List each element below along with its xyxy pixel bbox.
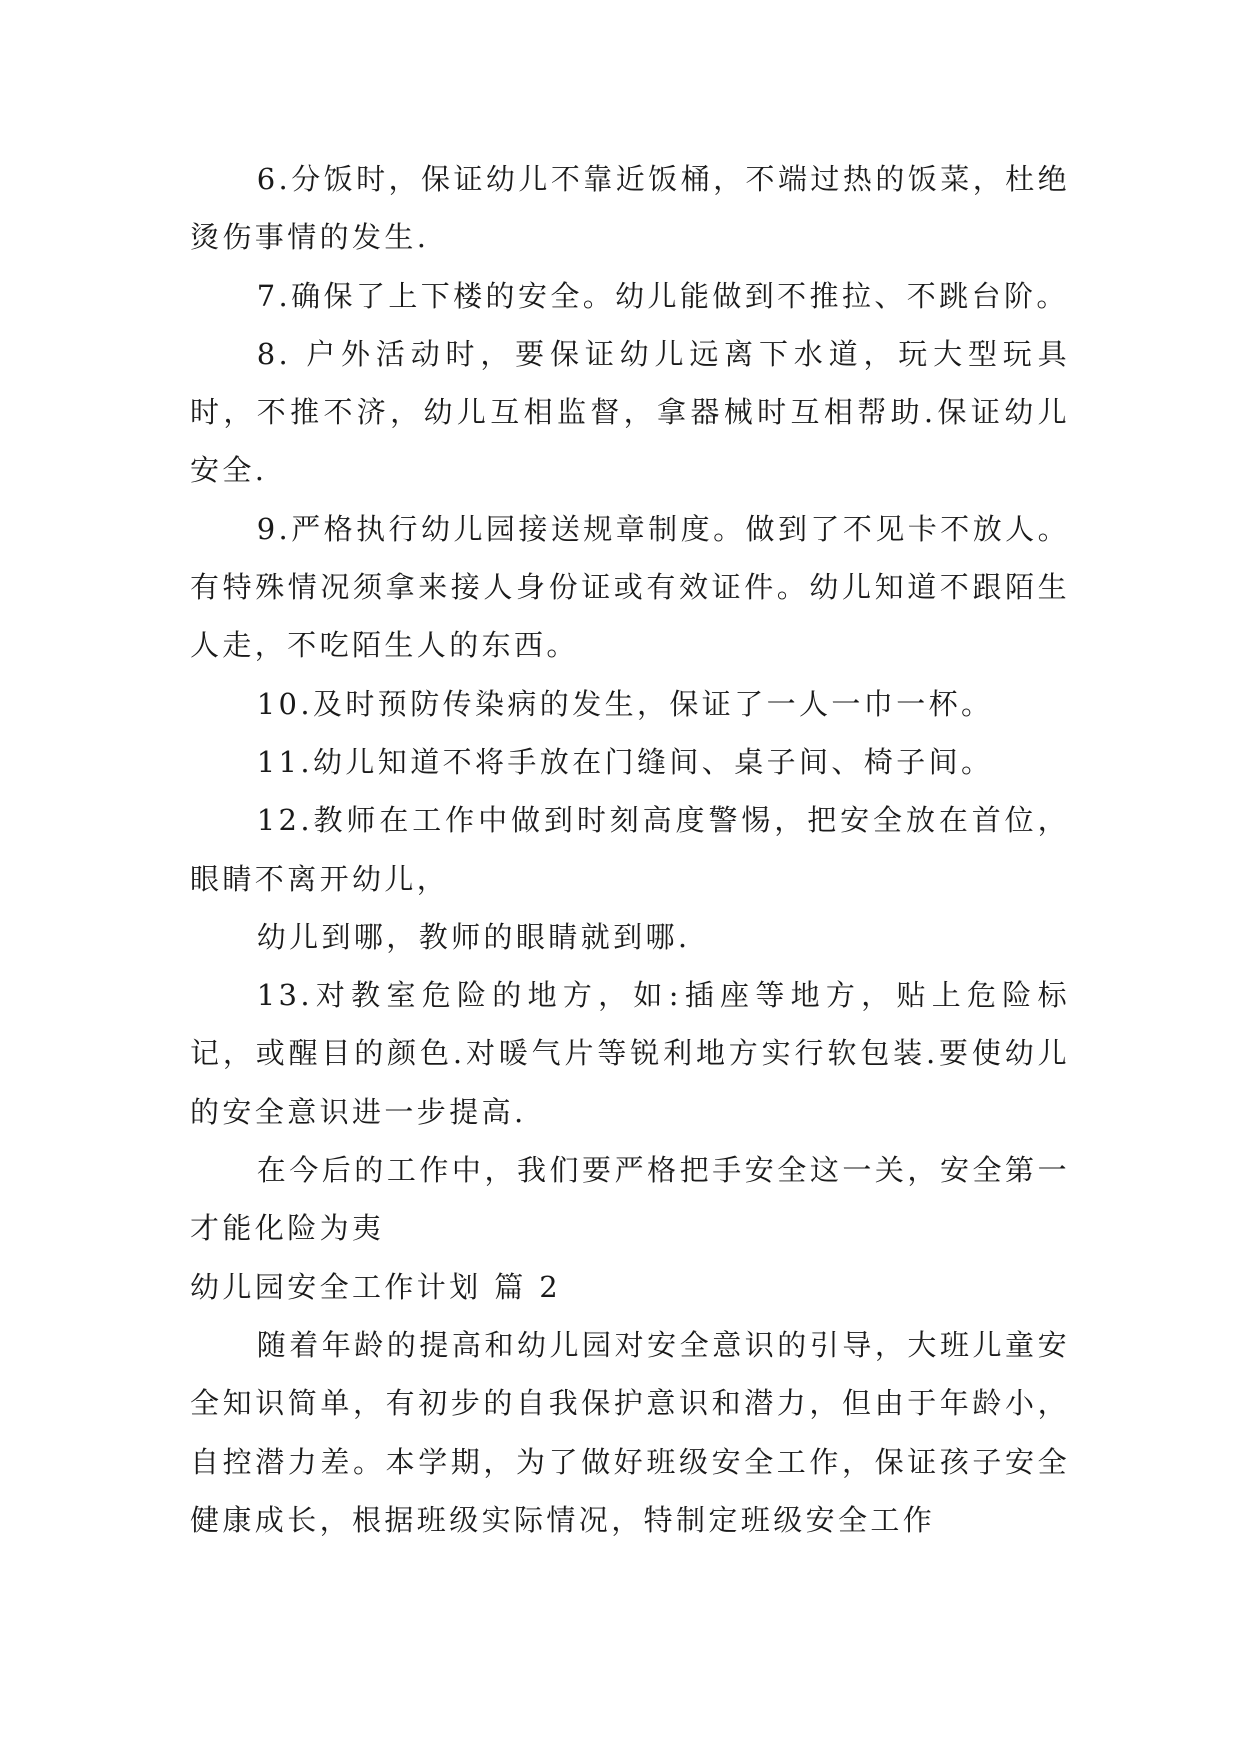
paragraph-item-6: 6.分饭时，保证幼儿不靠近饭桶，不端过热的饭菜，杜绝烫伤事情的发生. bbox=[190, 162, 1070, 255]
paragraph-item-8: 8. 户外活动时，要保证幼儿远离下水道，玩大型玩具时，不推不济，幼儿互相监督，拿器械时互相帮助.保证幼儿安全. bbox=[190, 336, 1070, 488]
section-intro-paragraph: 随着年龄的提高和幼儿园对安全意识的引导，大班儿童安全知识简单，有初步的自我保护意识和潜力，但由于年龄小，自控潜力差。本学期，为了做好班级安全工作，保证孩子安全健康成长，根据班级实际情况，特制定班级安全工作 bbox=[190, 1327, 1070, 1537]
paragraph-item-12: 12.教师在工作中做到时刻高度警惕，把安全放在首位，眼睛不离开幼儿， bbox=[190, 803, 1070, 896]
paragraph-item-11: 11.幼儿知道不将手放在门缝间、桌子间、椅子间。 bbox=[256, 744, 994, 779]
paragraph-item-10: 10.及时预防传染病的发生，保证了一人一巾一杯。 bbox=[256, 686, 994, 721]
paragraph-item-7: 7.确保了上下楼的安全。幼儿能做到不推拉、不跳台阶。 bbox=[256, 278, 1069, 313]
paragraph-conclusion: 在今后的工作中，我们要严格把手安全这一关，安全第一才能化险为夷 bbox=[190, 1153, 1070, 1246]
paragraph-item-12-continued: 幼儿到哪，教师的眼睛就到哪. bbox=[256, 919, 691, 954]
document-body bbox=[190, 150, 1070, 1549]
section-heading: 幼儿园安全工作计划 篇 2 bbox=[190, 1269, 562, 1304]
paragraph-item-9: 9.严格执行幼儿园接送规章制度。做到了不见卡不放人。有特殊情况须拿来接人身份证或有效证件。幼儿知道不跟陌生人走，不吃陌生人的东西。 bbox=[190, 511, 1070, 663]
paragraph-item-13: 13.对教室危险的地方，如:插座等地方，贴上危险标记，或醒目的颜色.对暖气片等锐利地方实行软包装.要使幼儿的安全意识进一步提高. bbox=[190, 978, 1070, 1129]
